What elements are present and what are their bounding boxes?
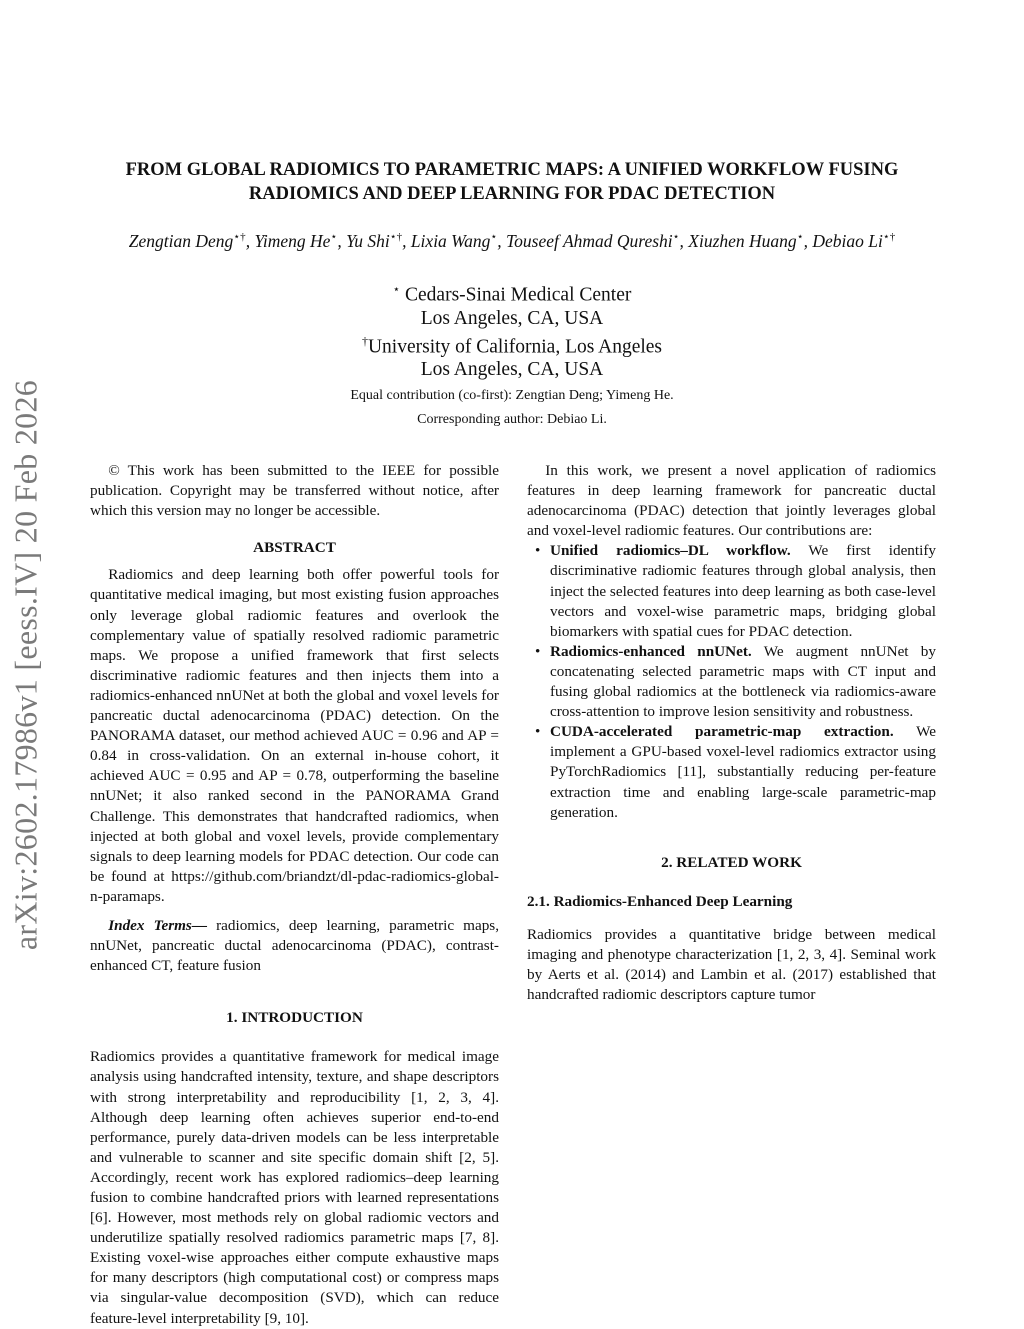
author: Debiao Li⋆†	[812, 230, 896, 251]
right-column	[527, 461, 936, 1005]
corresponding-author-note: Corresponding author: Debiao Li.	[417, 412, 607, 427]
copyright-notice: © This work has been submitted to the IEEE for possible publication. Copyright may be transferred without notice, after which this version may no longer be accessible.	[90, 462, 499, 520]
index-terms	[90, 916, 499, 976]
paper-title	[80, 158, 944, 206]
affiliation-1: ⋆ Cedars-Sinai Medical Center	[392, 282, 632, 306]
left-column	[90, 461, 499, 1329]
related-work-heading: 2. RELATED WORK	[661, 853, 802, 871]
bullet: •	[535, 723, 541, 741]
title-line-2: RADIOMICS AND DEEP LEARNING FOR PDAC DETECTION	[248, 184, 776, 204]
author: Zengtian Deng⋆†	[128, 230, 246, 251]
arxiv-stamp-text: arXiv:2602.17986v1 [eess.IV] 20 Feb 2026	[7, 379, 44, 951]
abstract-text: Radiomics and deep learning both offer powerful tools for quantitative medical imaging, but most existing fusion approaches only leverage global radiomic features and overlook the complementary value of spatially resolved radiomic parametric maps. We propose a unified framework that first selects discriminative radiomic features and then injects them into a radiomics-enhanced nnUNet at both the global and voxel levels for pancreatic ductal adenocarcinoma (PDAC) detection. On the PANORAMA dataset, our method achieved AUC = 0.96 and AP = 0.84 in cross-validation. On an external in-house cohort, it achieved AUC = 0.95 and AP = 0.78, outperforming the baseline nnUNet; it also ranked second in the PANORAMA Grand Challenge. This demonstrates that handcrafted radiomics, when injected at both global and voxel levels, provide complementary signals to deep learning models for PDAC detection. Our code can be found at https://github.com/briandzt/dl-pdac-radiomics-global-n-paramaps.	[90, 566, 499, 905]
introduction-heading: 1. INTRODUCTION	[226, 1009, 363, 1027]
affiliations	[212, 278, 812, 429]
affiliation-1-location: Los Angeles, CA, USA	[420, 307, 604, 329]
author: Xiuzhen Huang⋆	[688, 230, 804, 251]
list-item: • Unified radiomics–DL workflow. We first identify discriminative radiomic features through global analysis, then inject the selected features into deep learning as both case-level vectors and voxel-wise parametric maps, bridging global biomarkers with spatial cues for PDAC detection.	[535, 542, 936, 640]
related-work-paragraph-1: Radiomics provides a quantitative bridge between medical imaging and phenotype characterization [1, 2, 3, 4]. Seminal work by Aerts et al. (2014) and Lambin et al. (2017) established that handcrafted radiomic descriptors capture tumor	[527, 925, 936, 1004]
bullet: •	[535, 642, 541, 660]
index-terms-label: Index Terms—	[108, 916, 208, 934]
introduction-paragraph-1: Radiomics provides a quantitative framework for medical image analysis using handcrafted intensity, texture, and shape descriptors with strong interpretability and reproducibility [1, 2, 3, 4]. Although deep learning often achieves superior end-to-end performance, purely data-driven models can be less interpretable and vulnerable to scanner and site specific domain shift [2, 5]. Accordingly, recent work has explored radiomics–deep learning fusion to combine handcrafted priors with learned representations [6]. However, most methods rely on global radiomic vectors and underutilize spatially resolved radiomics parametric maps [7, 8]. Existing voxel-wise approaches either compute exhaustive maps for many descriptors (high computational cost) or compress maps via singular-value decomposition (SVD), which can reduce feature-level interpretability [9, 10].	[90, 1048, 499, 1327]
affiliation-2: †University of California, Los Angeles	[361, 333, 663, 357]
author-list: Zengtian Deng⋆†, Yimeng He⋆, Yu Shi⋆†, Lixia Wang⋆, Touseef Ahmad Qureshi⋆, Xiuzhen Huang⋆, Debiao Li⋆†	[128, 230, 896, 251]
author: Touseef Ahmad Qureshi⋆	[506, 230, 680, 251]
equal-contribution-note: Equal contribution (co-first): Zengtian Deng; Yimeng He.	[350, 388, 674, 403]
contribution-list	[527, 541, 936, 822]
author: Yu Shi⋆†	[346, 230, 403, 251]
list-item: • CUDA-accelerated parametric-map extraction. We implement a GPU-based voxel-level radiomics extractor using PyTorchRadiomics [11], substantially reducing per-feature extraction time and enabling large-scale parametric-map generation.	[535, 723, 936, 821]
author: Yimeng He⋆	[254, 230, 338, 251]
abstract-heading: ABSTRACT	[253, 539, 336, 557]
bullet: •	[535, 542, 541, 560]
subsection-heading: 2.1. Radiomics-Enhanced Deep Learning	[527, 892, 793, 910]
author: Lixia Wang⋆	[410, 230, 498, 251]
introduction-paragraph-2: In this work, we present a novel application of radiomics features in deep learning framework for pancreatic ductal adenocarcinoma (PDAC) detection that jointly leverages global and voxel-level radiomic features. Our contributions are:	[527, 462, 936, 540]
list-item: • Radiomics-enhanced nnUNet. We augment nnUNet by concatenating selected parametric maps with CT input and fusing global radiomics at the bottleneck via radiomics-aware cross-attention to improve lesion sensitivity and robustness.	[535, 642, 936, 721]
index-terms-text: radiomics, deep learning, parametric maps, nnUNet, pancreatic ductal adenocarcinoma (PDAC), contrast-enhanced CT, feature fusion	[90, 916, 499, 975]
title-line-1: FROM GLOBAL RADIOMICS TO PARAMETRIC MAPS: A UNIFIED WORKFLOW FUSING	[125, 160, 899, 180]
affiliation-2-location: Los Angeles, CA, USA	[420, 359, 604, 380]
